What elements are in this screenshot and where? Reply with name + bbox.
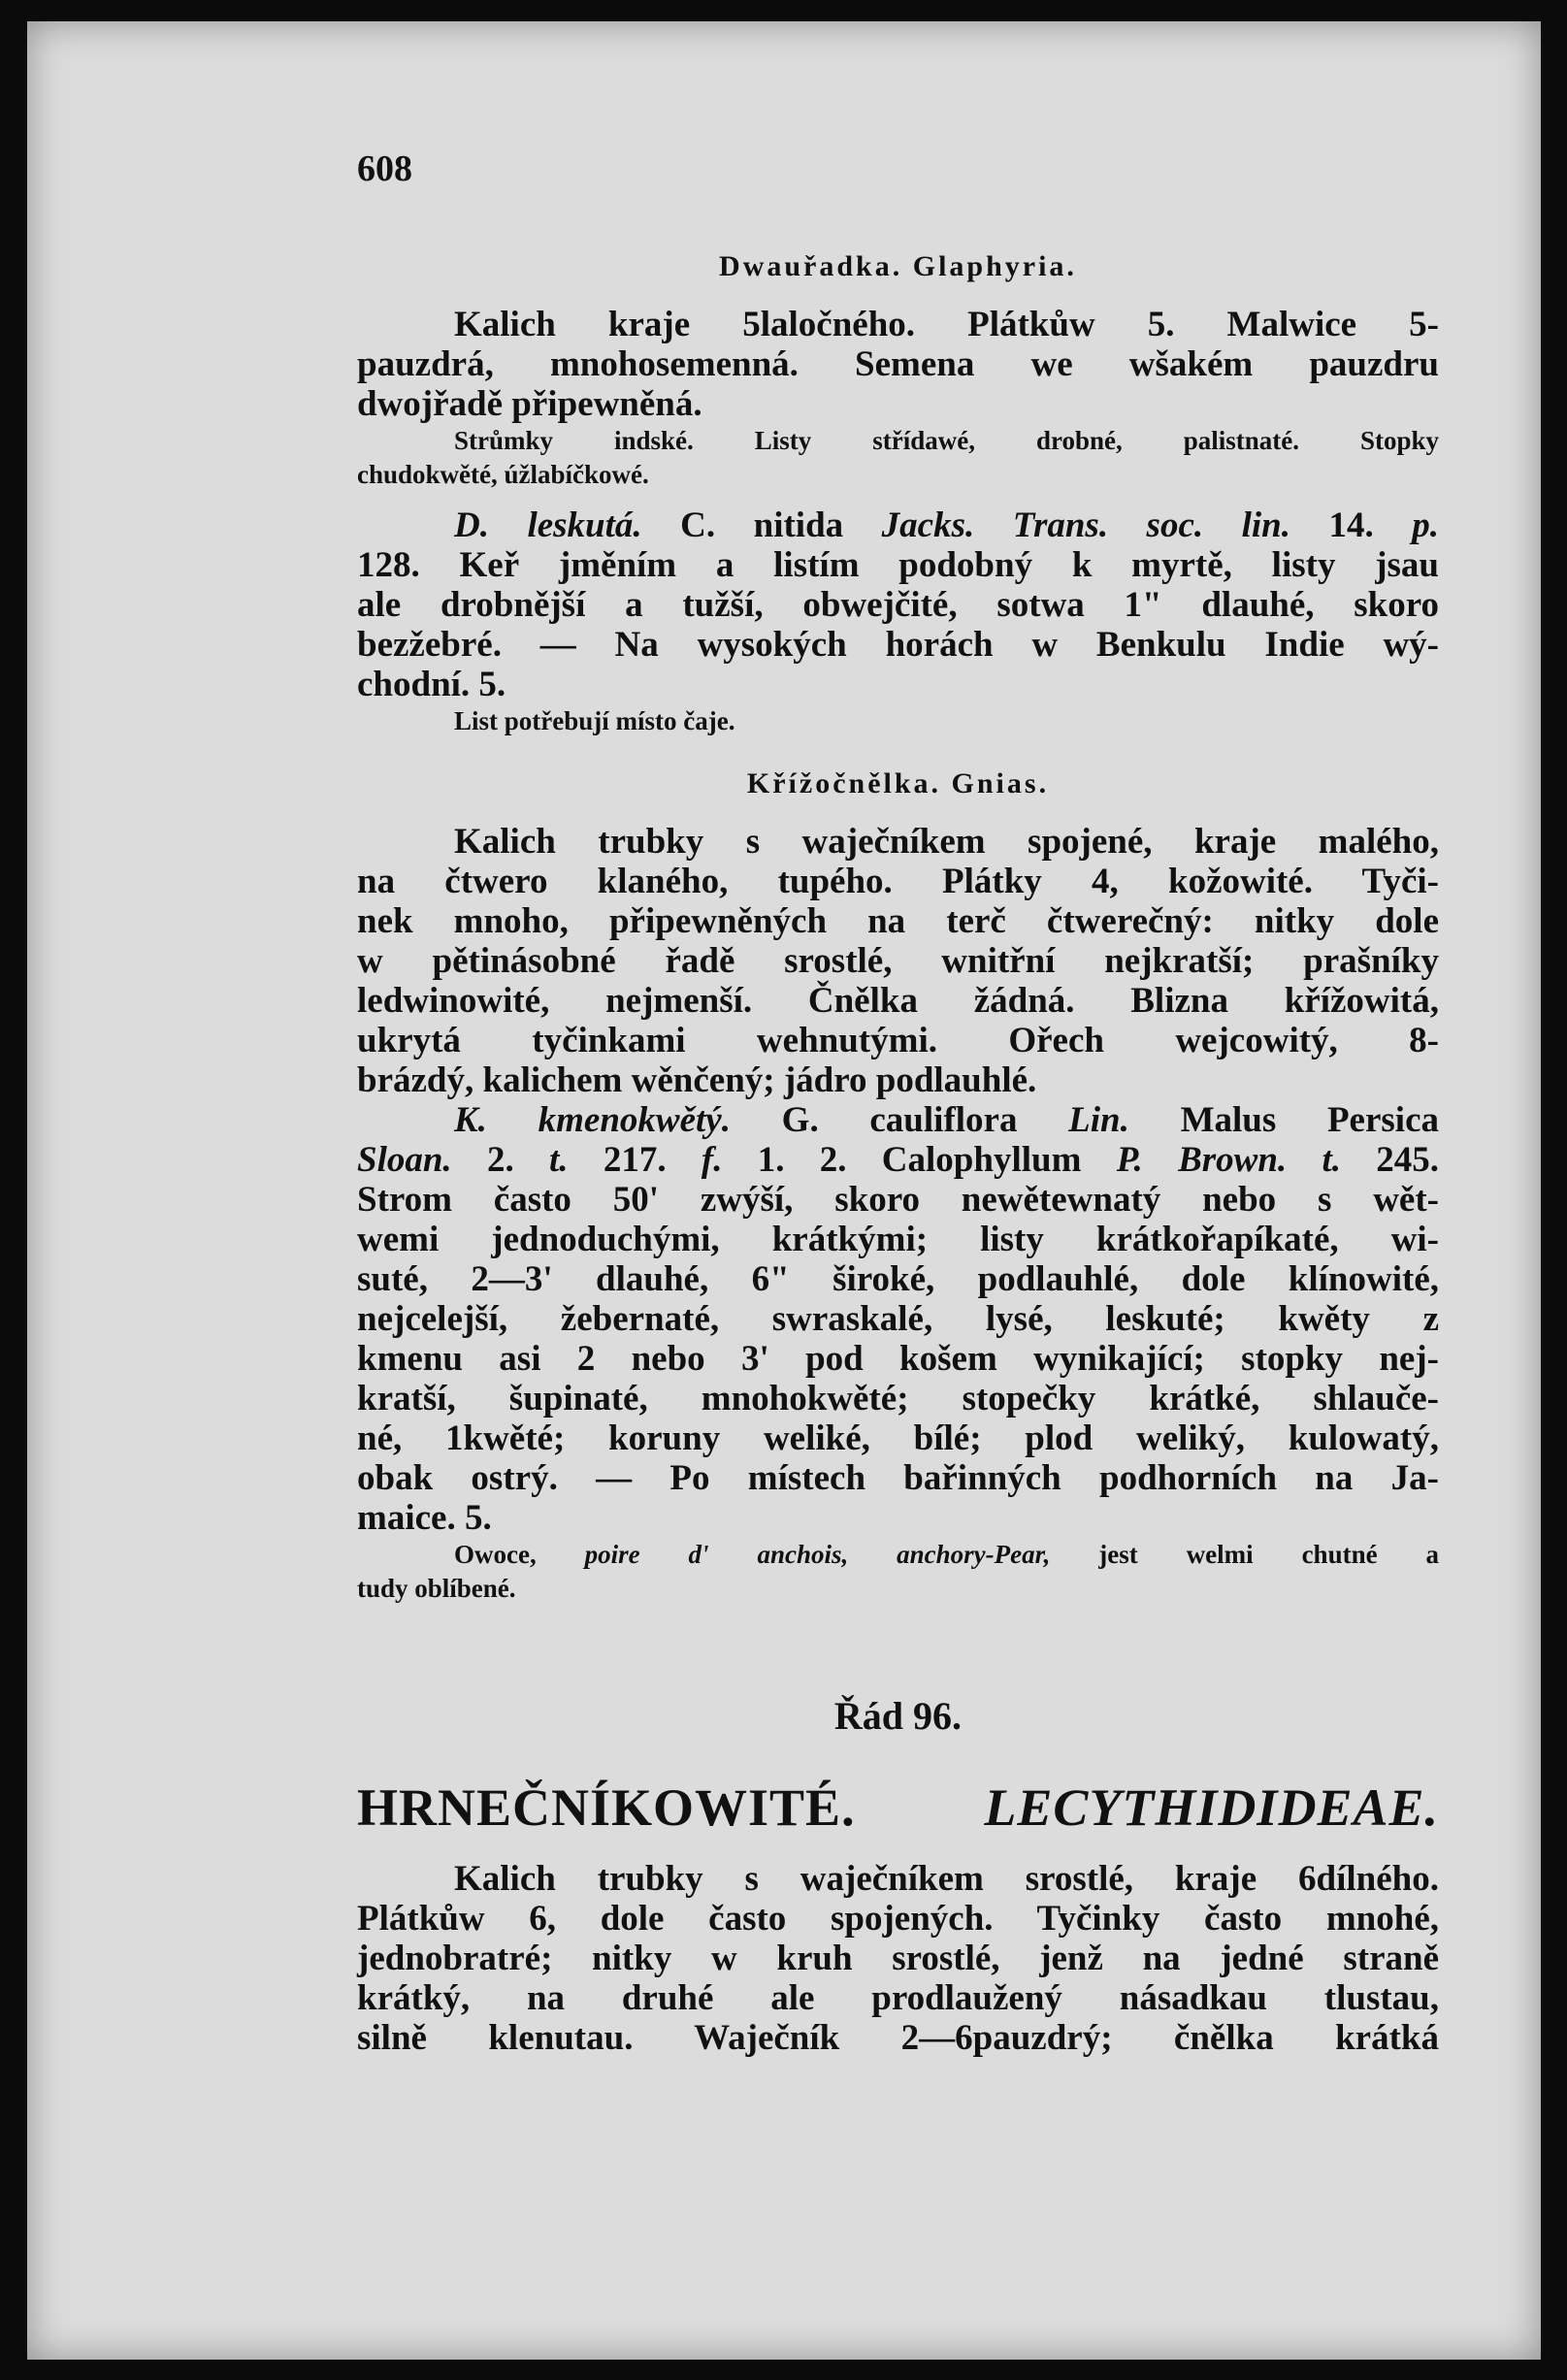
text-run: D. leskutá. [454,505,642,545]
family-heading [357,1777,1439,1838]
order-title: Řád 96. [833,1694,963,1738]
species-line: bezžebré. — Na wysokých horách w Benkulu Indie wý- [357,625,1439,665]
genus-heading: Dwauřadka. Glaphyria. [719,250,1077,282]
description-line: nek mnoho, připewněných na terč čtwerečný: nitky dole [357,901,1439,941]
text-run: 14. [1290,505,1413,545]
text-run: t. [549,1140,569,1180]
species-line: né, 1kwěté; koruny weliké, bílé; plod weliký, kulowatý, [357,1418,1439,1458]
species-line: nejcelejší, žebernaté, swraskalé, lysé, leskuté; kwěty z [357,1299,1439,1339]
note-line: chudokwěté, úžlabíčkowé. [357,460,649,489]
text-run: f. [701,1140,723,1180]
genus-grias [357,767,1439,1606]
family-description [357,1859,1439,2058]
species-line: ale drobnější a tužší, obwejčité, sotwa 1" dlauhé, skoro [357,585,1439,625]
species-line [357,1140,1439,1180]
species-line: Strom často 50' zwýší, skoro newětewnatý nebo s wět- [357,1180,1439,1220]
genus-glaphyria [357,250,1439,738]
text-block [357,147,1439,2058]
description-line: silně klenutau. Waječník 2—6pauzdrý; čnělka krátká [357,2018,1439,2058]
text-run: Lin. [1068,1100,1129,1140]
species-entry [357,1100,1439,1538]
description-line: jednobratré; nitky w kruh srostlé, jenž na jedné straně [357,1939,1439,1978]
spacer [357,738,1439,767]
text-run: C. nitida [641,505,882,545]
family-name-latin: LECYTHIDIDEAE. [984,1778,1439,1837]
description-line: brázdý, kalichem wěnčený; jádro podlauhlé. [357,1060,1037,1100]
text-run: 245. [1340,1140,1440,1180]
species-line: suté, 2—3' dlauhé, 6" široké, podlauhlé, dole klínowité, [357,1259,1439,1299]
description-line: krátký, na druhé ale prodlaužený násadkau tlustau, [357,1978,1439,2018]
species-line [357,1100,1439,1140]
family-name-czech: HRNEČNÍKOWITÉ. [357,1778,856,1837]
species-note-line [357,1538,1439,1572]
text-run: jest welmi chutné a [1050,1540,1439,1569]
text-run: P. Brown. t. [1116,1140,1341,1180]
text-run: Jacks. Trans. soc. lin. [881,505,1291,545]
book-page [27,21,1541,2360]
text-run: Malus Persica [1128,1100,1440,1140]
page-number: 608 [357,148,412,189]
text-run: 217. [568,1140,702,1180]
genus-heading: Křížočnělka. Gnias. [746,767,1050,799]
species-line: 128. Keř jměním a listím podobný k myrtě, listy jsau [357,545,1439,585]
text-run: poire d' anchois, anchory-Pear, [584,1540,1051,1569]
description-line: ukrytá tyčinkami wehnutými. Ořech wejcowitý, 8- [357,1021,1439,1060]
text-run: p. [1412,505,1439,545]
text-run: 2. [451,1140,550,1180]
species-line: wemi jednoduchými, krátkými; listy krátkořapíkaté, wi- [357,1220,1439,1259]
text-run: 1. 2. Calophyllum [722,1140,1117,1180]
species-line [357,505,1439,545]
description-line: Kalich trubky s waječníkem spojené, kraje malého, [454,822,1439,862]
text-run: Owoce, [454,1540,585,1569]
species-note-line [357,1572,1439,1606]
text-run: Sloan. [357,1140,452,1180]
species-line: maice. 5. [357,1498,492,1538]
description-line: Plátkůw 6, dole často spojených. Tyčinky často mnohé, [357,1899,1439,1939]
description-line: w pětinásobné řadě srostlé, wnitřní nejkratší; prašníky [357,941,1439,981]
description-line: na čtwero klaného, tupého. Plátky 4, kožowité. Tyči- [357,862,1439,901]
text-run: G. cauliflora [730,1100,1069,1140]
description-line: pauzdrá, mnohosemenná. Semena we wšakém pauzdru [357,344,1439,384]
description-line: Kalich trubky s waječníkem srostlé, kraje 6dílného. [454,1859,1439,1899]
note-line: Strůmky indské. Listy střídawé, drobné, palistnaté. Stopky [454,426,1439,455]
spacer [357,1606,1439,1693]
description-line: dwojřadě připewněná. [357,384,702,424]
species-note: List potřebují místo čaje. [454,706,735,735]
text-run: K. kmenokwětý. [454,1100,731,1140]
description-line: ledwinowité, nejmenší. Čnělka žádná. Blizna křížowitá, [357,981,1439,1021]
text-run: tudy oblíbené. [357,1574,516,1603]
species-line: obak ostrý. — Po místech bařinných podhorních na Ja- [357,1458,1439,1498]
species-line: kmenu asi 2 nebo 3' pod košem wynikající; stopky nej- [357,1339,1439,1379]
description-line: Kalich kraje 5laločného. Plátkůw 5. Malwice 5- [454,305,1439,344]
species-line: chodní. 5. [357,665,506,704]
species-entry [357,505,1439,704]
species-line: kratší, šupinaté, mnohokwěté; stopečky krátké, shlauče- [357,1379,1439,1418]
